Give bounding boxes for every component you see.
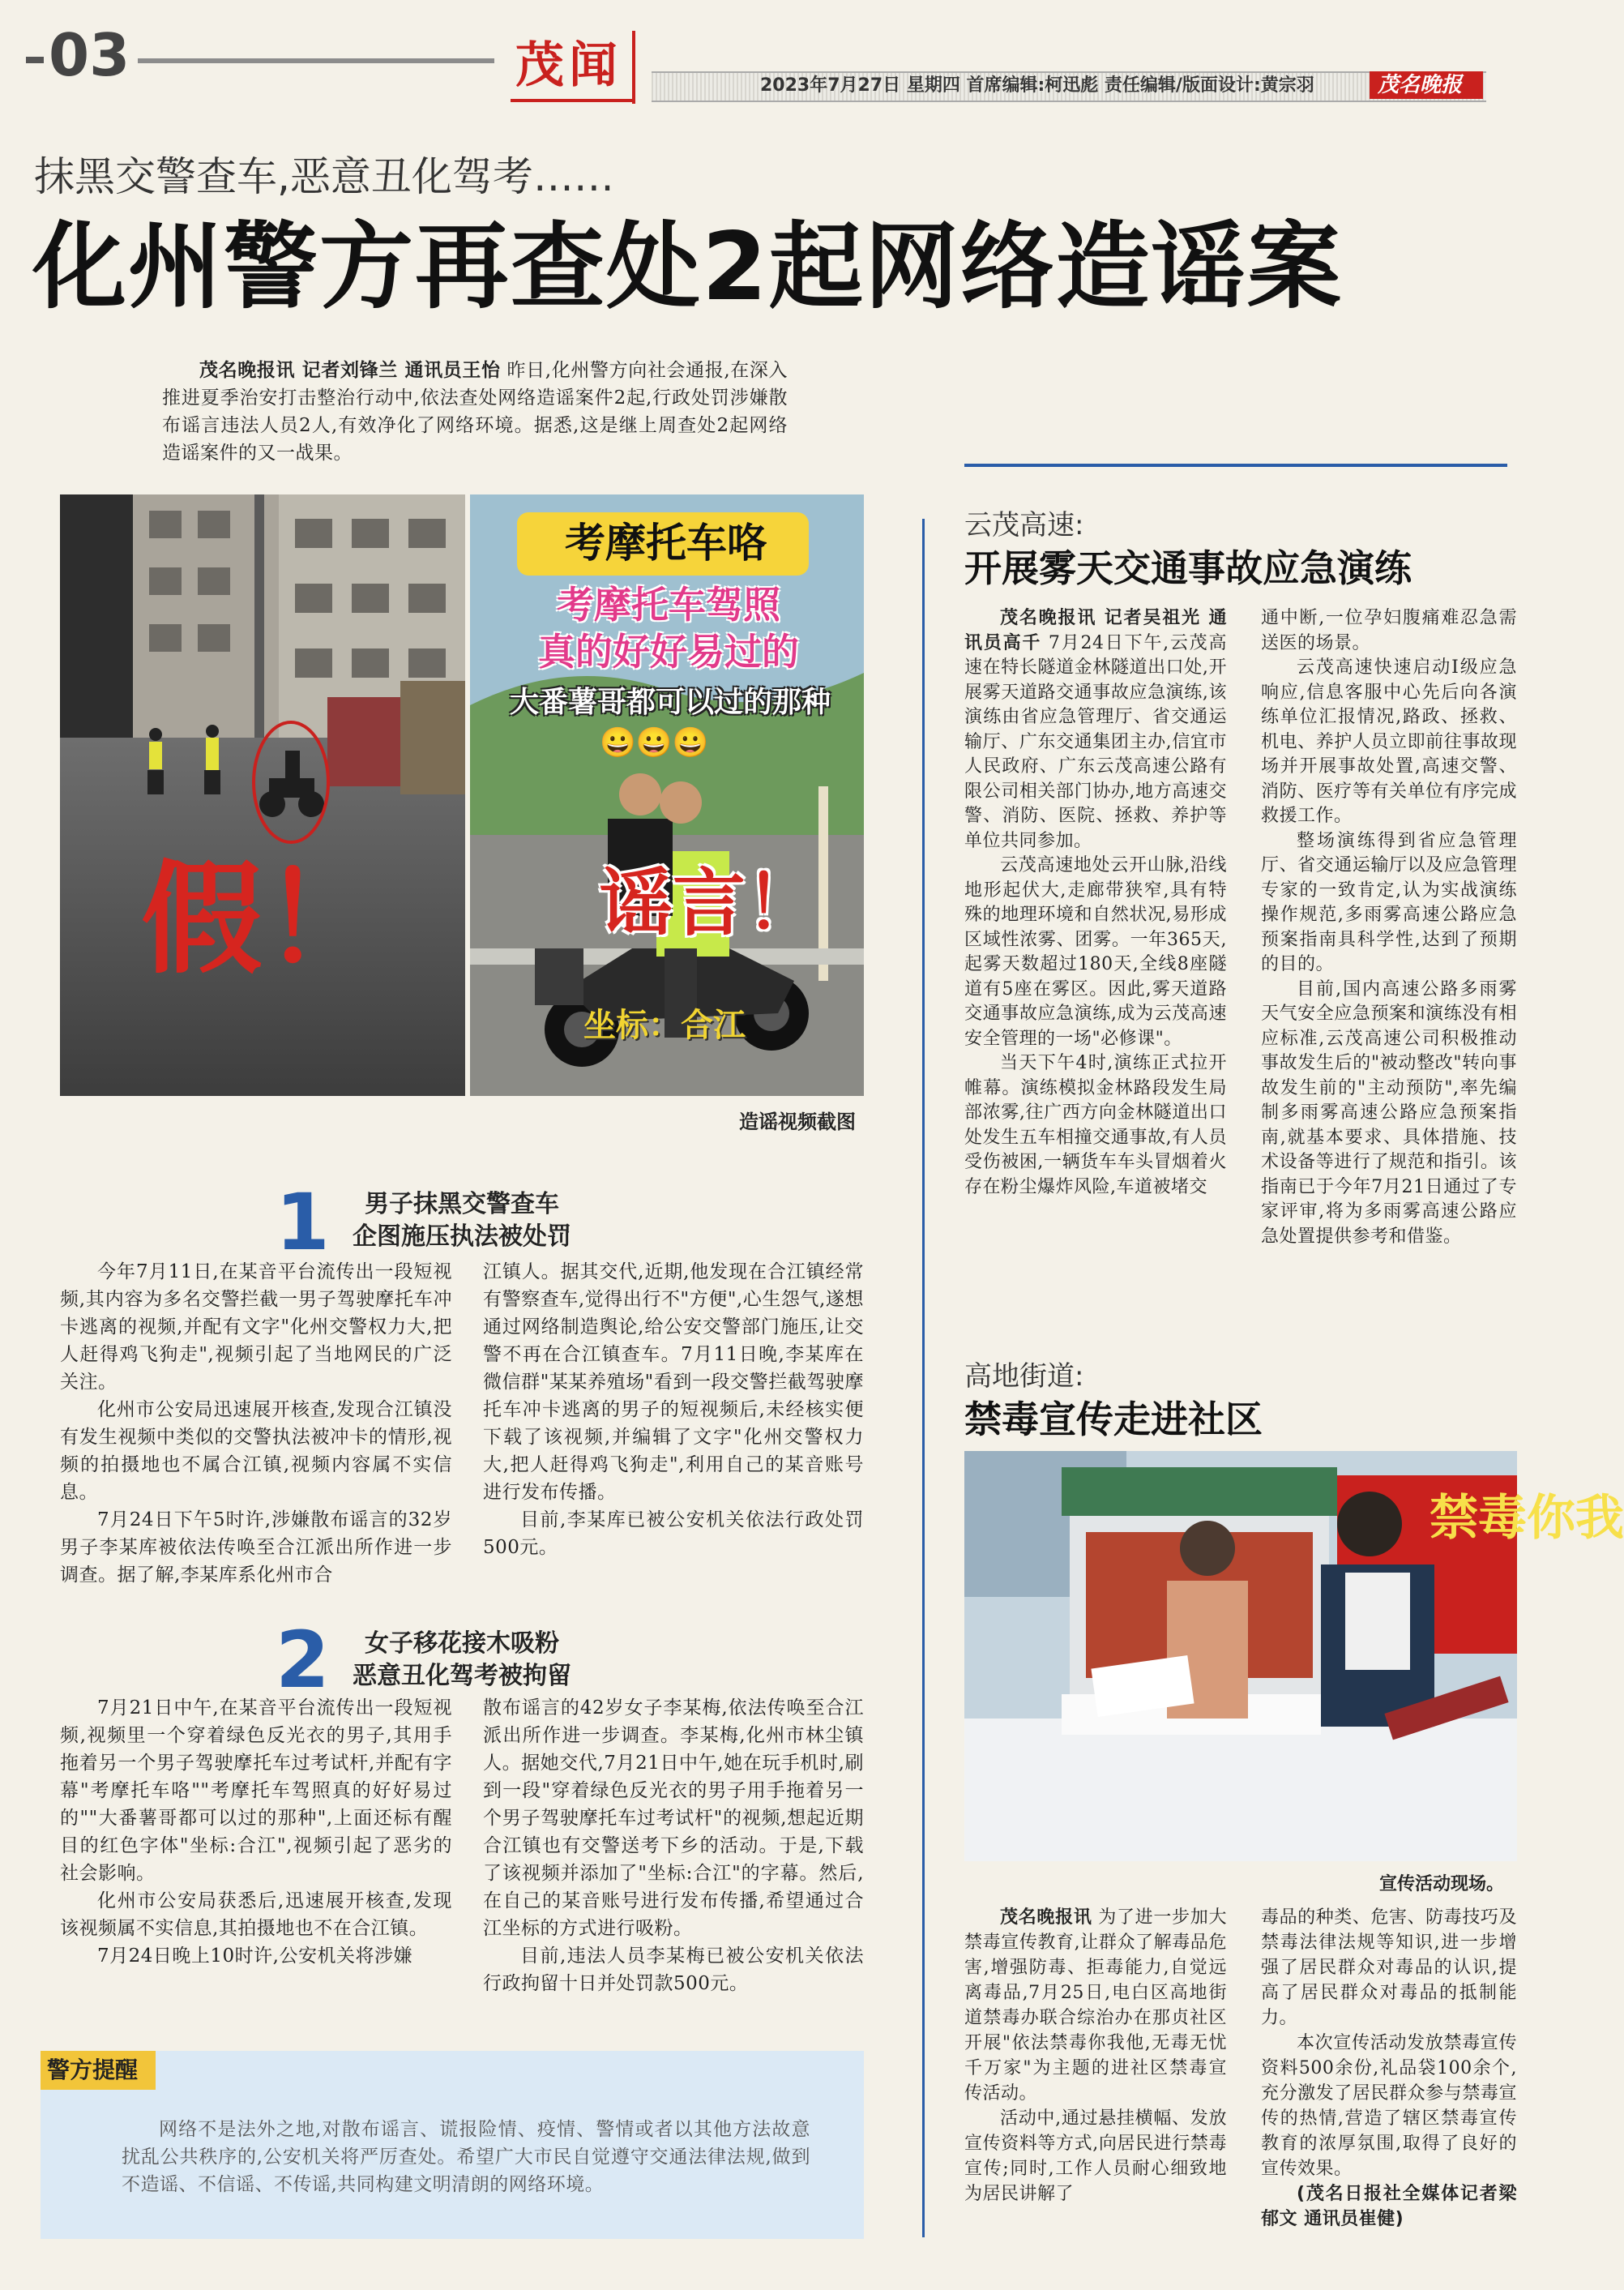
reminder-text: 网络不是法外之地,对散布谣言、谎报险情、疫情、警情或者以其他方法故意扰乱公共秩序的,公安机关将严厉查处。希望广大市民自觉遵守交通法律法规,做到不造谣、不信谣、不传谣,共同构建文明清朗的网络环境。 (122, 2119, 810, 2195)
case2-col1-p1: 7月21日中午,在某音平台流传出一段短视频,视频里一个穿着绿色反光衣的男子,其用手拖着另一个男子驾驶摩托车过考试杆,并配有字幕"考摩托车咯""考摩托车驾照真的好好易过的""大番薯哥都可以过的那种",上面还标有醒目的红色字体"坐标:合江",视频引起了恶劣的社会影响。 (60, 1697, 452, 1884)
case2-col2 (483, 1694, 864, 1997)
masthead (0, 0, 1542, 105)
case2-col1-p3: 7月24日晚上10时许,公安机关将涉嫌 (97, 1945, 412, 1967)
gaodi-byline: 茂名晚报讯 (1000, 1907, 1092, 1928)
gaodi-headline: 禁毒宣传走进社区 (964, 1398, 1263, 1441)
lead-photo-right (470, 494, 864, 1096)
video-emoji: 😀😀😀 (600, 726, 709, 760)
gaodi-col1-p2: 活动中,通过悬挂横幅、发放宣传资料等方式,向居民进行禁毒宣传;同时,工作人员耐心细致地为居民讲解了 (964, 2108, 1227, 2204)
gaodi-col1-p1: 为了进一步加大禁毒宣传教育,让群众了解毒品危害,增强防毒、拒毒能力,自觉远离毒品,7月25日,电白区高地街道禁毒办联合综治办在那贞社区开展"依法禁毒你我他,无毒无忧千万家"为主题的进社区禁毒宣传活动。 (964, 1907, 1227, 2104)
yunmao-col1-p2: 云茂高速地处云开山脉,沿线地形起伏大,走廊带狭窄,具有特殊的地理环境和自然状况,易形成区域性浓雾、团雾。一年365天,起雾天数超过180天,全线8座隧道有5座在雾区。因此,雾天道路交通事故应急演练,成为云茂高速安全管理的一场"必修课"。 (964, 855, 1227, 1049)
right-column-vertical-rule (922, 519, 925, 2237)
video-banner: 考摩托车咯 (565, 520, 767, 567)
lead-intro-text: 昨日,化州警方向社会通报,在深入推进夏季治安打击整治行动中,依法查处网络造谣案件2起,行政处罚涉嫌散布谣言违法人员2人,有效净化了网络环境。据悉,这是继上周查处2起网络造谣案件的又一战果。 (162, 360, 788, 464)
gaodi-col2-credit: (茂名日报社全媒体记者梁郁文 通讯员崔健) (1261, 2184, 1517, 2229)
section-name-box (511, 31, 635, 104)
case2-title-line1: 女子移花接木吸粉 (365, 1629, 559, 1658)
case2-number: 2 (276, 1615, 330, 1706)
section-name-underline (511, 99, 632, 102)
case1-col2-p1: 江镇人。据其交代,近期,他发现在合江镇经常有警察查车,觉得出行不"方便",心生怨气,遂想通过网络制造舆论,给公安交警部门施压,让交警不再在合江镇查车。7月11日晚,李某库在微信群"某某养殖场"看到一段交警拦截驾驶摩托车冲卡逃离的男子的短视频后,未经核实便下载了该视频,并编辑了文字"化州交警权力大,把人赶得鸡飞狗走",利用自己的某音账号进行发布传播。 (483, 1261, 864, 1503)
yunmao-col2-p2: 云茂高速快速启动Ⅰ级应急响应,信息客服中心先后向各演练单位汇报情况,路政、拯救、机电、养护人员立即前往事故现场并开展事故处置,高速交警、消防、医疗等有关单位有序完成救援工作。 (1261, 657, 1517, 826)
yunmao-col1-p1: 7月24日下午,云茂高速在特长隧道金林隧道出口处,开展雾天道路交通事故应急演练,该演练由省应急管理厅、省交通运输厅、广东交通集团主办,信宜市人民政府、广东云茂高速公路有限公司相关部门协办,地方高速交警、消防、医院、拯救、养护等单位共同参加。 (964, 632, 1227, 851)
yunmao-kicker: 云茂高速: (964, 509, 1084, 541)
street-scene-drawing (60, 494, 465, 1096)
yunmao-headline: 开展雾天交通事故应急演练 (964, 546, 1412, 590)
lead-headline: 化州警方再查处2起网络造谣案 (32, 212, 1343, 322)
case1-title-line2: 企图施压执法被处罚 (353, 1222, 571, 1251)
gaodi-photo-caption: 宣传活动现场。 (1379, 1874, 1505, 1894)
case1-col1-p3: 7月24日下午5时许,涉嫌散布谣言的32岁男子李某库被依法传唤至合江派出所作进一步调查。据了解,李某库系化州市合 (60, 1509, 452, 1586)
video-caption-line3: 大番薯哥都可以过的那种 (509, 686, 831, 719)
case2-col2-p2: 目前,违法人员李某梅已被公安机关依法行政拘留十日并处罚款500元。 (483, 1945, 864, 1994)
lead-intro (162, 357, 788, 467)
gaodi-photo-banner: 禁毒你我 (1430, 1490, 1624, 1547)
case1-col2 (483, 1258, 864, 1561)
case1-col1 (60, 1258, 452, 1589)
dateline: 2023年7月27日 星期四 首席编辑:柯迅彪 责任编辑/版面设计:黄宗羽 (760, 75, 1314, 96)
paper-logo: 茂名晚报 (1378, 73, 1463, 97)
case1-col1-p2: 化州市公安局迅速展开核查,发现合江镇没有发生视频中类似的交警执法被冲卡的情形,视频的拍摄地也不属合江镇,视频内容属不实信息。 (60, 1399, 452, 1503)
case2-title-line2: 恶意丑化驾考被拘留 (353, 1662, 571, 1690)
yunmao-col2-p1: 通中断,一位孕妇腹痛难忍急需送医的场景。 (1261, 608, 1517, 653)
yunmao-col1-p3: 当天下午4时,演练正式拉开帷幕。演练模拟金林路段发生局部浓雾,往广西方向金林隧道出口处发生五车相撞交通事故,有人员受伤被困,一辆货车车头冒烟着火存在粉尘爆炸风险,车道被堵交 (964, 1053, 1227, 1197)
lead-photo-caption: 造谣视频截图 (739, 1111, 856, 1133)
gaodi-kicker: 高地街道: (964, 1360, 1084, 1393)
case1-col2-p2: 目前,李某库已被公安机关依法行政处罚500元。 (483, 1509, 864, 1558)
reminder-text-wrap (122, 2116, 810, 2198)
gaodi-col1 (964, 1905, 1227, 2207)
case2-col1 (60, 1694, 452, 1970)
section-name: 茂闻 (515, 37, 622, 94)
reminder-tag: 警方提醒 (47, 2057, 139, 2083)
case2-col2-p1: 散布谣言的42岁女子李某梅,依法传唤至合江派出所作进一步调查。李某梅,化州市林尘镇人。据她交代,7月21日中午,她在玩手机时,刷到一段"穿着绿色反光衣的男子用手拖着另一个男子驾驶摩托车过考试杆"的视频,想起近期合江镇也有交警送考下乡的活动。于是,下载了该视频并添加了"坐标:合江"的字幕。然后,在自己的某音账号进行发布传播,希望通过合江坐标的方式进行吸粉。 (483, 1697, 864, 1939)
gaodi-photo (964, 1451, 1624, 1861)
fake-stamp: 假！ (141, 850, 385, 991)
video-caption-line1: 考摩托车驾照 (557, 583, 780, 627)
yunmao-col2-p4: 目前,国内高速公路多雨雾天气安全应急预案和演练没有相应标准,云茂高速公司积极推动事故发生后的"被动整改"转向事故发生前的"主动预防",率先编制多雨雾高速公路应急预案指南,就基本要求、具体措施、技术设备等进行了规范和指引。该指南已于今年7月21日通过了专家评审,将为多雨雾高速公路应急处置提供参考和借鉴。 (1261, 978, 1517, 1247)
gaodi-col2-p2: 本次宣传活动发放禁毒宣传资料500余份,礼品袋100余个,充分激发了居民群众参与禁毒宣传的热情,营造了辖区禁毒宣传教育的浓厚氛围,取得了良好的宣传效果。 (1261, 2033, 1517, 2179)
masthead-rule-left (138, 58, 494, 63)
lead-kicker: 抹黑交警查车,恶意丑化驾考…… (34, 153, 614, 200)
lead-byline: 茂名晚报讯 记者刘锋兰 通讯员王怡 (199, 360, 501, 381)
case1-title-line1: 男子抹黑交警查车 (365, 1190, 559, 1218)
page-number-dash (26, 57, 44, 63)
yunmao-col2 (1261, 606, 1517, 1249)
case1-col1-p1: 今年7月11日,在某音平台流传出一段短视频,其内容为多名交警拦截一男子驾驶摩托车冲卡逃离的视频,并配有文字"化州交警权力大,把人赶得鸡飞狗走",视频引起了当地网民的广泛关注。 (60, 1261, 452, 1393)
gaodi-col2 (1261, 1905, 1517, 2232)
right-column-top-rule (964, 464, 1507, 467)
video-caption-line2: 真的好好易过的 (538, 630, 799, 674)
yunmao-col1 (964, 606, 1227, 1200)
lead-photo-left (60, 494, 465, 1096)
yunmao-col2-p3: 整场演练得到省应急管理厅、省交通运输厅以及应急管理专家的一致肯定,认为实战演练操作规范,多雨雾高速公路应急预案指南具科学性,达到了预期的目的。 (1261, 830, 1517, 974)
yunmao-byline: 茂名晚报讯 记者吴祖光 通讯员高千 (964, 608, 1227, 653)
case1-number: 1 (276, 1177, 330, 1268)
page-number: 03 (49, 21, 130, 89)
case2-col1-p2: 化州市公安局获悉后,迅速展开核查,发现该视频属不实信息,其拍摄地也不在合江镇。 (60, 1890, 452, 1939)
video-location: 坐标：合江 (583, 1007, 746, 1044)
gaodi-col2-p1: 毒品的种类、危害、防毒技巧及禁毒法律法规等知识,进一步增强了居民群众对毒品的认识,提高了居民群众对毒品的抵制能力。 (1261, 1907, 1517, 2028)
rumor-stamp: 谣言！ (600, 861, 818, 946)
